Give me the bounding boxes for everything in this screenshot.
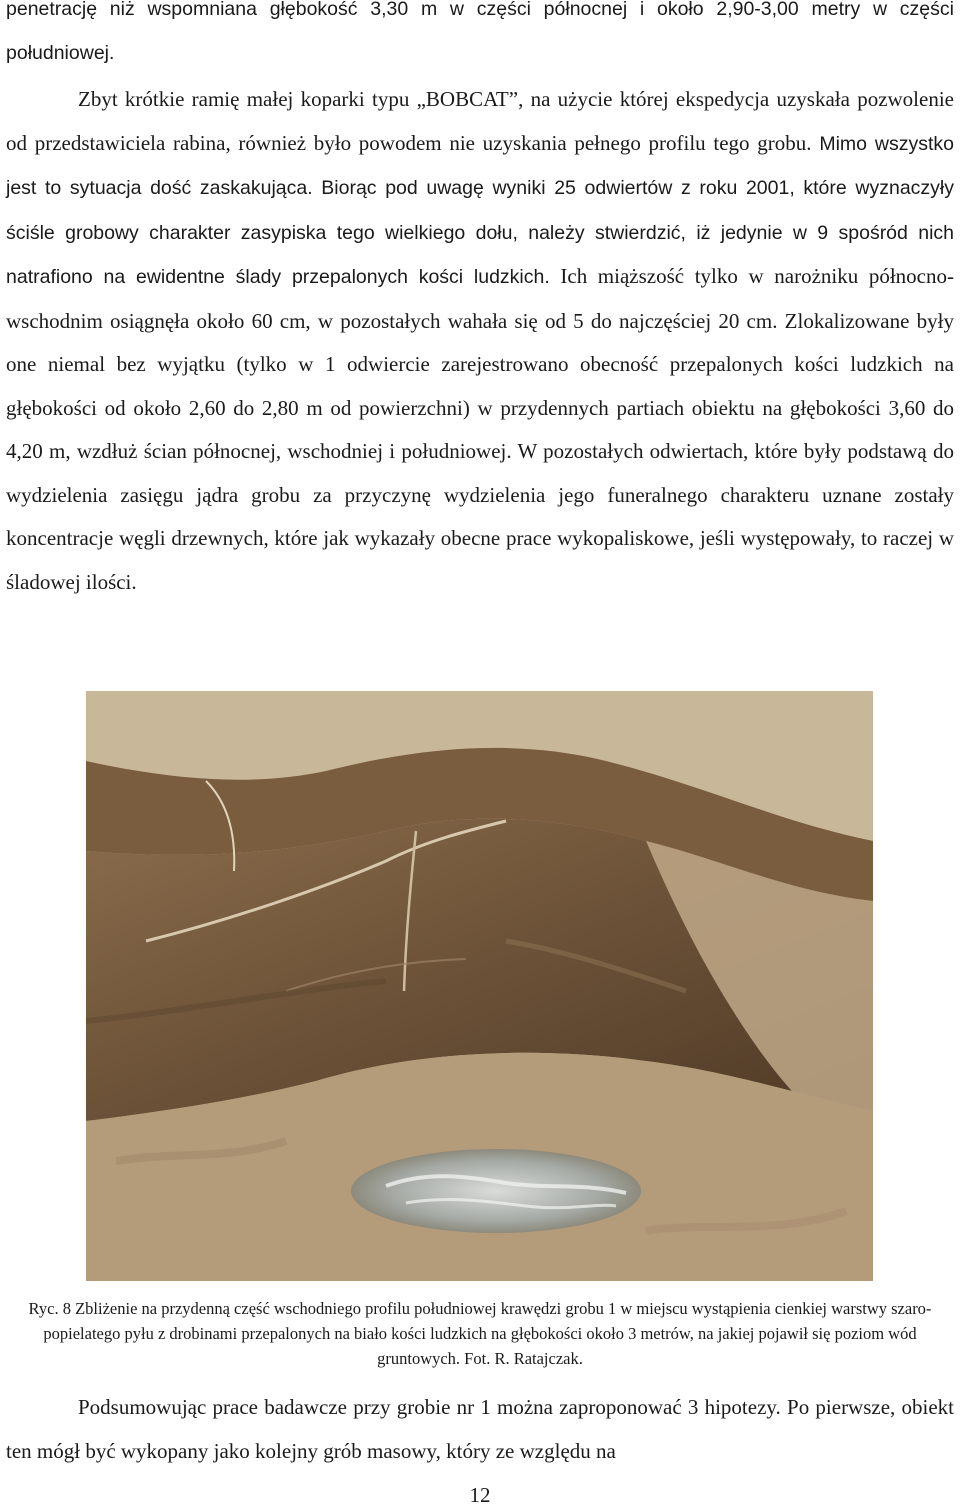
paragraph-text-start: Zbyt krótkie ramię małej koparki typu „BOBCAT”, na użycie której ekspedycja uzyskała pozwolenie od przedstawiciela rabina, również było powodem nie uzyskania pełnego profilu tego grobu. [6, 87, 954, 155]
excavation-photo [86, 691, 873, 1281]
paragraph-text-sans: Mimo wszystko jest to sytuacja dość zaskakująca. Biorąc pod uwagę wyniki 25 odwiertów z roku 2001, które wyznaczyły ściśle grobowy charakter zasypiska tego wielkiego dołu, należy stwierdzić, iż jedynie w 9 spośród nich natrafiono na ewidentne ślady przepalonych kości ludzkich. [6, 132, 954, 288]
paragraph-text-end: Ich miąższość tylko w narożniku północno-wschodnim osiągnęła około 60 cm, w pozostałych wahała się od 5 do najczęściej 20 cm. Zlokalizowane były one niemal bez wyjątku (tylko w 1 odwiercie zarejestrowano obecność przepalonych kości ludzkich na głębokości od około 2,60 do 2,80 m od powierzchni) w przydennych partiach obiektu na głębokości 3,60 do 4,20 m, wzdłuż ścian północnej, wschodniej i południowej. W pozostałych odwiertach, które były podstawą do wydzielenia zasięgu jądra grobu za przyczynę wydzielenia jego funeralnego charakteru uznane zostały koncentracje węgli drzewnych, które jak wykazały obecne prace wykopaliskowe, jeśli występowały, to raczej w śladowej ilości. [6, 264, 954, 594]
paragraph-text: Podsumowując prace badawcze przy grobie nr 1 można zaproponować 3 hipotezy. Po pierwsze, obiekt ten mógł być wykopany jako kolejny grób masowy, który ze względu na [6, 1395, 954, 1463]
paragraph-summary [6, 1386, 954, 1473]
figure-caption: Ryc. 8 Zbliżenie na przydenną część wschodniego profilu południowej krawędzi grobu 1 w miejscu wystąpienia cienkiej warstwy szaro-popielatego pyłu z drobinami przepalonych na biało kości ludzkich na głębokości około 3 metrów, na jakiej pojawił się poziom wód gruntowych. Fot. R. Ratajczak. [28, 1299, 932, 1368]
paragraph-excavation [6, 78, 954, 604]
paragraph-text: penetrację niż wspomniana głębokość 3,30 m w części północnej i około 2,90-3,00 metry w części południowej. [6, 0, 954, 64]
excavation-photo-drawing [86, 691, 873, 1281]
paragraph-continuation [6, 0, 954, 75]
page-number: 12 [469, 1483, 491, 1507]
